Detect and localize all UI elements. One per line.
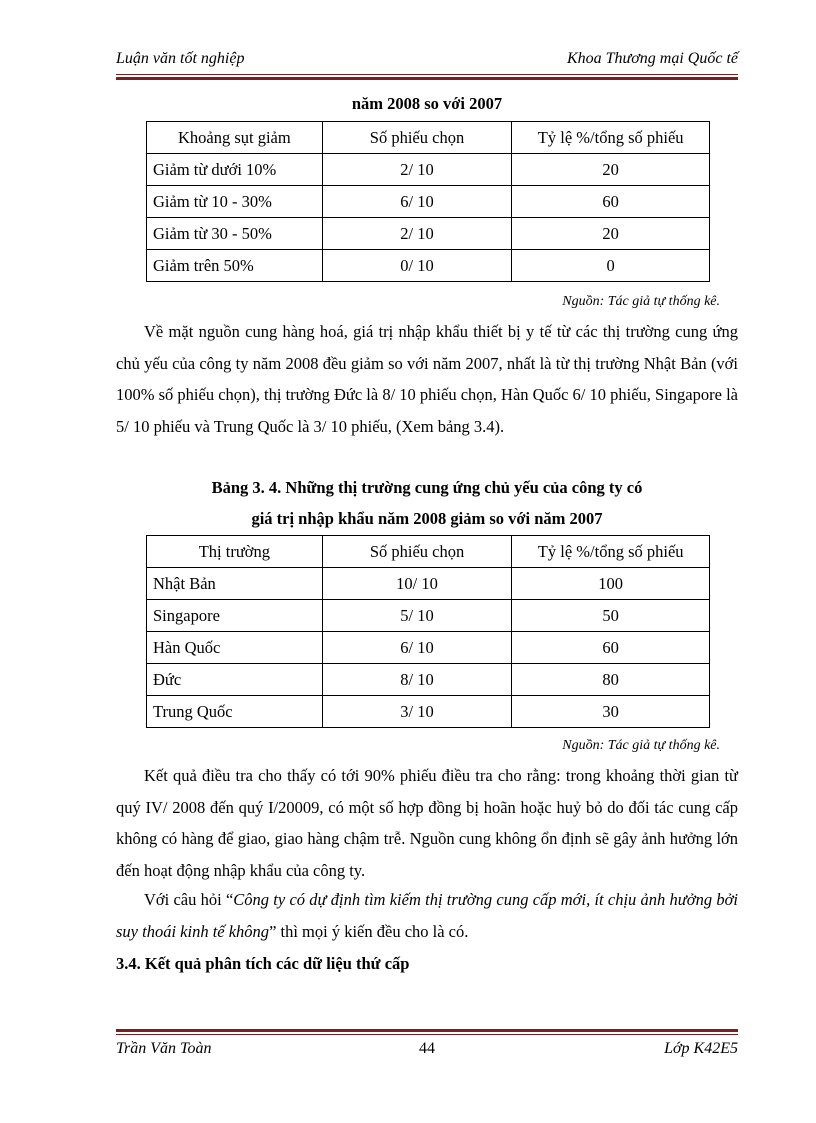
survey-question-quote: Công ty có dự định tìm kiếm thị trường cung cấp mới, ít chịu ảnh hưởng bởi suy thoái kinh tế không xyxy=(116,890,738,941)
column-header: Số phiếu chọn xyxy=(322,122,512,154)
table-row xyxy=(147,696,710,728)
table-row xyxy=(147,250,710,282)
column-header: Tỷ lệ %/tổng số phiếu xyxy=(512,536,710,568)
header-faculty: Khoa Thương mại Quốc tế xyxy=(566,50,738,67)
table-cell: Đức xyxy=(147,664,323,696)
table-cell: Hàn Quốc xyxy=(147,632,323,664)
column-header: Thị trường xyxy=(147,536,323,568)
table-cell: Nhật Bản xyxy=(147,568,323,600)
table-cell: Giảm trên 50% xyxy=(147,250,323,282)
table-cell: Giảm từ 10 - 30% xyxy=(147,186,323,218)
table-cell: 5/ 10 xyxy=(322,600,512,632)
table1-caption: năm 2008 so với 2007 xyxy=(351,94,503,113)
table1-source: Nguồn: Tác giả tự thống kê. xyxy=(562,294,720,309)
page-footer xyxy=(116,1040,738,1062)
footer-rule-thick xyxy=(116,1029,738,1032)
table-cell: 6/ 10 xyxy=(322,632,512,664)
header-rule-thick xyxy=(116,77,738,80)
table-header-row xyxy=(147,122,710,154)
table-cell: 20 xyxy=(512,218,710,250)
table-cell: Trung Quốc xyxy=(147,696,323,728)
footer-rule-thin xyxy=(116,1034,738,1035)
table-cell: 3/ 10 xyxy=(322,696,512,728)
table-supply-markets xyxy=(146,535,710,728)
table-row xyxy=(147,664,710,696)
table-cell: 8/ 10 xyxy=(322,664,512,696)
column-header: Số phiếu chọn xyxy=(322,536,512,568)
table-cell: 60 xyxy=(512,186,710,218)
table-cell: 2/ 10 xyxy=(322,154,512,186)
paragraph-question: Với câu hỏi “Công ty có dự định tìm kiếm thị trường cung cấp mới, ít chịu ảnh hưởng bởi suy thoái kinh tế không” thì mọi ý kiến đều cho là có. xyxy=(116,890,738,941)
page-number: 44 xyxy=(419,1040,435,1057)
table-row xyxy=(147,632,710,664)
table-cell: Singapore xyxy=(147,600,323,632)
table-row xyxy=(147,154,710,186)
table-cell: 60 xyxy=(512,632,710,664)
footer-class: Lớp K42E5 xyxy=(664,1040,738,1057)
table-header-row xyxy=(147,536,710,568)
table2-caption-line1: Bảng 3. 4. Những thị trường cung ứng chủ yếu của công ty có xyxy=(211,478,643,497)
section-heading: 3.4. Kết quả phân tích các dữ liệu thứ cấp xyxy=(116,954,410,973)
paragraph-supply-markets: Về mặt nguồn cung hàng hoá, giá trị nhập khẩu thiết bị y tế từ các thị trường cung ứng chủ yếu của công ty năm 2008 đều giảm so với năm 2007, nhất là từ thị trường Nhật Bản (với 100% số phiếu chọn), thị trường Đức là 8/ 10 phiếu chọn, Hàn Quốc 6/ 10 phiếu, Singapore là 5/ 10 phiếu và Trung Quốc là 3/ 10 phiếu, (Xem bảng 3.4). xyxy=(116,322,738,436)
table-cell: 6/ 10 xyxy=(322,186,512,218)
column-header: Khoảng sụt giảm xyxy=(147,122,323,154)
table-cell: 80 xyxy=(512,664,710,696)
table-cell: 100 xyxy=(512,568,710,600)
table-cell: 0 xyxy=(512,250,710,282)
table-decline-range xyxy=(146,121,710,282)
table-row xyxy=(147,218,710,250)
table-cell: Giảm từ 30 - 50% xyxy=(147,218,323,250)
column-header: Tỷ lệ %/tổng số phiếu xyxy=(512,122,710,154)
table-row xyxy=(147,568,710,600)
table-cell: 2/ 10 xyxy=(322,218,512,250)
paragraph-survey-results: Kết quả điều tra cho thấy có tới 90% phiếu điều tra cho rằng: trong khoảng thời gian từ quý IV/ 2008 đến quý I/20009, có một số hợp đồng bị hoãn hoặc huỷ bỏ do đối tác cung cấp không có hàng để giao, giao hàng chậm trễ. Nguồn cung không ổn định sẽ gây ảnh hưởng lớn đến hoạt động nhập khẩu của công ty. xyxy=(116,766,738,880)
header-rule-thin xyxy=(116,74,738,75)
table-cell: 10/ 10 xyxy=(322,568,512,600)
table-cell: 0/ 10 xyxy=(322,250,512,282)
table2-source: Nguồn: Tác giả tự thống kê. xyxy=(562,738,720,753)
table-row xyxy=(147,600,710,632)
header-thesis-title: Luận văn tốt nghiệp xyxy=(116,50,245,67)
table-cell: Giảm từ dưới 10% xyxy=(147,154,323,186)
footer-author: Trần Văn Toàn xyxy=(116,1040,212,1057)
table2-caption-line2: giá trị nhập khẩu năm 2008 giảm so với năm 2007 xyxy=(251,509,603,528)
table-cell: 30 xyxy=(512,696,710,728)
table-row xyxy=(147,186,710,218)
table-cell: 20 xyxy=(512,154,710,186)
table-cell: 50 xyxy=(512,600,710,632)
page-header xyxy=(116,50,738,72)
